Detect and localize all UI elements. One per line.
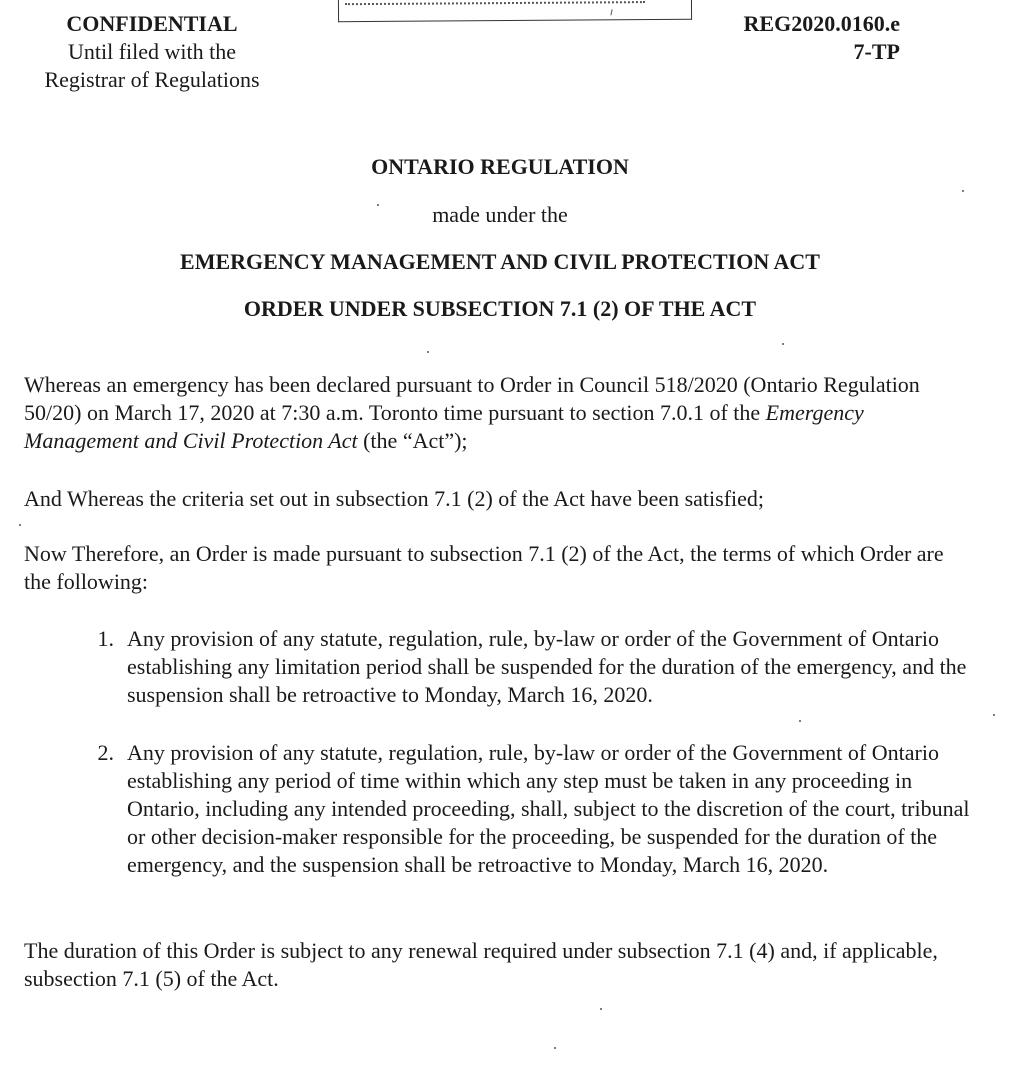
confidential-label: CONFIDENTIAL — [66, 11, 238, 36]
confidential-notice — [22, 10, 282, 94]
stamp-dotted-line — [345, 1, 645, 5]
scan-speck — [600, 1008, 602, 1010]
item-2-text: Any provision of any statute, regulation, rule, by-law or order of the Government of Ontario establishing any period of time within which any step must be taken in any proceeding in Ontario, including any intended proceeding, shall, subject to the discretion of the court, tribunal or other decision-maker responsible for the proceeding, be suspended for the duration of the emergency, and the suspension shall be retroactive to Monday, March 16, 2020. — [127, 740, 970, 877]
duration-paragraph: The duration of this Order is subject to any renewal required under subsection 7.1 (4) and, if applicable, subsection 7.1 (5) of the Act. — [24, 938, 938, 991]
item-1-number: 1. — [97, 626, 114, 651]
scan-speck — [554, 1047, 556, 1049]
confidential-line-3: Registrar of Regulations — [44, 67, 260, 92]
scan-speck — [993, 714, 995, 716]
order-title-heading: ORDER UNDER SUBSECTION 7.1 (2) OF THE ACT — [243, 296, 757, 321]
whereas-text: Whereas an emergency has been declared pursuant to Order in Council 518/2020 (Ontario Regulation 50/20) on March 17, 2020 at 7:30 a.m. Toronto time pursuant to section 7.0.1 of the — [24, 372, 920, 425]
stamp-box — [338, 0, 692, 22]
regulation-heading: ONTARIO REGULATION — [371, 154, 629, 179]
scan-speck — [799, 720, 801, 722]
now-therefore-paragraph: Now Therefore, an Order is made pursuant to subsection 7.1 (2) of the Act, the terms of which Order are the following: — [24, 541, 944, 594]
confidential-line-2: Until filed with the — [67, 39, 237, 64]
scan-speck — [377, 204, 379, 206]
regulation-number: REG2020.0160.e — [743, 11, 900, 36]
stamp-mark — [610, 9, 612, 15]
made-under-line: made under the — [432, 202, 568, 227]
item-2-number: 2. — [97, 740, 114, 765]
regulation-reference — [700, 10, 900, 66]
scan-speck — [962, 190, 964, 192]
regulation-code: 7-TP — [853, 39, 900, 64]
scan-speck — [19, 524, 21, 526]
item-1-text: Any provision of any statute, regulation, rule, by-law or order of the Government of Ontario establishing any limitation period shall be suspended for the duration of the emergency, and the suspension shall be retroactive to Monday, March 16, 2020. — [127, 626, 967, 707]
whereas-paragraph — [24, 371, 974, 455]
scan-speck — [427, 351, 429, 353]
act-name-italic: Emergency Management and Civil Protection Act — [24, 400, 864, 453]
and-whereas-paragraph: And Whereas the criteria set out in subsection 7.1 (2) of the Act have been satisfied; — [24, 486, 765, 511]
scan-speck — [782, 343, 784, 345]
act-name-heading: EMERGENCY MANAGEMENT AND CIVIL PROTECTION ACT — [180, 249, 820, 274]
whereas-text-end: (the “Act”); — [363, 428, 468, 453]
